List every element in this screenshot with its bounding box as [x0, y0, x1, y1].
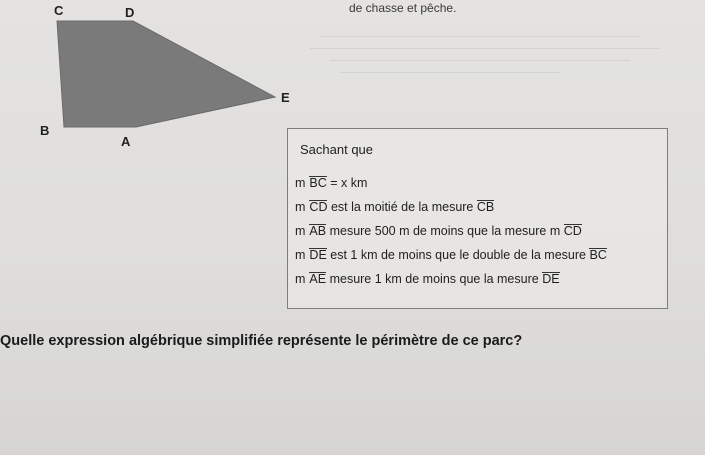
- measure-symbol: m: [295, 176, 306, 190]
- statement-ae: [295, 272, 560, 286]
- segment-label-ref: CB: [476, 200, 495, 214]
- measure-symbol: m: [295, 272, 306, 286]
- box-title: Sachant que: [300, 142, 374, 157]
- segment-label: AE: [309, 272, 327, 286]
- question-text: Quelle expression algébrique simplifiée représente le périmètre de ce parc?: [0, 333, 523, 349]
- vertex-label-b: B: [40, 123, 50, 138]
- measure-symbol: m: [295, 200, 306, 214]
- segment-label: AB: [309, 224, 327, 238]
- statement-bc: [295, 176, 367, 190]
- statement-text: = x km: [326, 176, 368, 190]
- vertex-label-a: A: [121, 134, 131, 149]
- vertex-label-c: C: [54, 3, 64, 18]
- measure-symbol: m: [295, 248, 306, 262]
- segment-label-ref: BC: [589, 248, 607, 262]
- measure-symbol: m: [295, 224, 306, 238]
- given-information-box: [287, 128, 668, 309]
- segment-label: BC: [309, 176, 327, 190]
- segment-label: CD: [309, 200, 328, 214]
- statement-text: mesure 500 m de moins que la mesure m: [326, 224, 564, 238]
- statement-text: mesure 1 km de moins que la mesure: [326, 272, 543, 286]
- statement-text: est 1 km de moins que le double de la mesure: [326, 248, 590, 262]
- segment-label-ref: DE: [542, 272, 560, 286]
- top-text-fragment: de chasse et pêche.: [349, 1, 457, 15]
- vertex-label-e: E: [281, 90, 290, 105]
- statement-de: [295, 248, 607, 262]
- segment-label-ref: CD: [563, 224, 582, 238]
- park-shape: [57, 21, 275, 127]
- statement-cd: [295, 200, 494, 214]
- vertex-label-d: D: [125, 5, 135, 20]
- statement-text: est la moitié de la mesure: [327, 200, 477, 214]
- statement-ab: [295, 224, 582, 238]
- segment-label: DE: [309, 248, 327, 262]
